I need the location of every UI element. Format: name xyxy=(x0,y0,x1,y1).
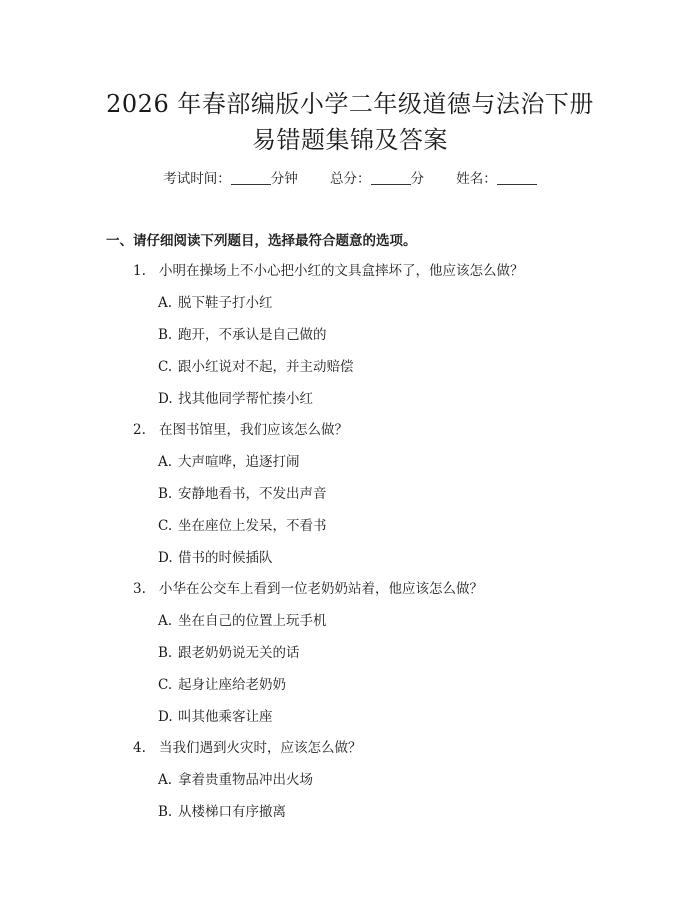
exam-time-field xyxy=(163,171,298,187)
option-2c[interactable] xyxy=(158,517,327,535)
option-text: 跑开，不承认是自己做的 xyxy=(178,327,327,343)
section-heading: 一、请仔细阅读下列题目，选择最符合题意的选项。 xyxy=(106,233,417,249)
option-3c[interactable] xyxy=(158,676,286,694)
question-number: 4. xyxy=(133,740,146,756)
option-4b[interactable] xyxy=(158,803,286,821)
option-text: 从楼梯口有序撤离 xyxy=(178,804,286,820)
exam-time-unit: 分钟 xyxy=(270,171,298,187)
option-letter: C. xyxy=(158,518,173,534)
option-text: 找其他同学帮忙揍小红 xyxy=(178,391,313,407)
option-letter: C. xyxy=(158,677,173,693)
question-3 xyxy=(133,580,483,598)
option-letter: B. xyxy=(158,486,173,502)
page-title-line1: 2026 年春部编版小学二年级道德与法治下册 xyxy=(106,90,594,118)
student-name-blank[interactable] xyxy=(497,184,537,185)
option-text: 起身让座给老奶奶 xyxy=(178,677,286,693)
option-letter: D. xyxy=(158,550,173,566)
exam-time-blank[interactable] xyxy=(231,184,271,185)
option-text: 大声喧哗，追逐打闹 xyxy=(178,454,300,470)
option-text: 拿着贵重物品冲出火场 xyxy=(178,772,313,788)
option-text: 脱下鞋子打小红 xyxy=(178,295,273,311)
option-1b[interactable] xyxy=(158,326,327,344)
option-text: 叫其他乘客让座 xyxy=(178,709,273,725)
question-number: 1. xyxy=(133,263,146,279)
option-letter: D. xyxy=(158,709,173,725)
option-text: 安静地看书，不发出声音 xyxy=(178,486,327,502)
option-letter: A. xyxy=(158,772,173,788)
question-4 xyxy=(133,739,362,757)
option-letter: A. xyxy=(158,454,173,470)
exam-time-label: 考试时间： xyxy=(163,171,231,187)
option-letter: B. xyxy=(158,327,173,343)
option-2a[interactable] xyxy=(158,453,300,471)
option-2d[interactable] xyxy=(158,549,273,567)
option-1d[interactable] xyxy=(158,390,313,408)
exam-meta xyxy=(0,170,700,188)
option-1a[interactable] xyxy=(158,294,273,312)
total-score-field xyxy=(330,171,424,187)
question-text: 小华在公交车上看到一位老奶奶站着，他应该怎么做？ xyxy=(159,581,483,597)
option-2b[interactable] xyxy=(158,485,327,503)
option-3a[interactable] xyxy=(158,612,327,630)
question-1 xyxy=(133,262,524,280)
question-text: 当我们遇到火灾时，应该怎么做？ xyxy=(159,740,362,756)
option-3d[interactable] xyxy=(158,708,273,726)
option-text: 跟小红说对不起，并主动赔偿 xyxy=(178,359,354,375)
option-letter: B. xyxy=(158,804,173,820)
total-score-unit: 分 xyxy=(410,171,424,187)
total-score-blank[interactable] xyxy=(371,184,411,185)
option-text: 坐在自己的位置上玩手机 xyxy=(178,613,327,629)
total-score-label: 总分： xyxy=(330,171,371,187)
question-text: 小明在操场上不小心把小红的文具盒摔坏了，他应该怎么做？ xyxy=(159,263,524,279)
option-text: 借书的时候插队 xyxy=(178,550,273,566)
question-number: 3. xyxy=(133,581,146,597)
option-1c[interactable] xyxy=(158,358,354,376)
option-4a[interactable] xyxy=(158,771,313,789)
option-letter: B. xyxy=(158,645,173,661)
option-letter: C. xyxy=(158,359,173,375)
question-2 xyxy=(133,421,348,439)
question-number: 2. xyxy=(133,422,146,438)
student-name-label: 姓名： xyxy=(456,171,497,187)
option-text: 坐在座位上发呆，不看书 xyxy=(178,518,327,534)
option-letter: A. xyxy=(158,295,173,311)
student-name-field xyxy=(456,171,537,187)
option-3b[interactable] xyxy=(158,644,300,662)
page-title-line2: 易错题集锦及答案 xyxy=(252,126,448,154)
question-text: 在图书馆里，我们应该怎么做？ xyxy=(159,422,348,438)
option-letter: A. xyxy=(158,613,173,629)
option-letter: D. xyxy=(158,391,173,407)
option-text: 跟老奶奶说无关的话 xyxy=(178,645,300,661)
